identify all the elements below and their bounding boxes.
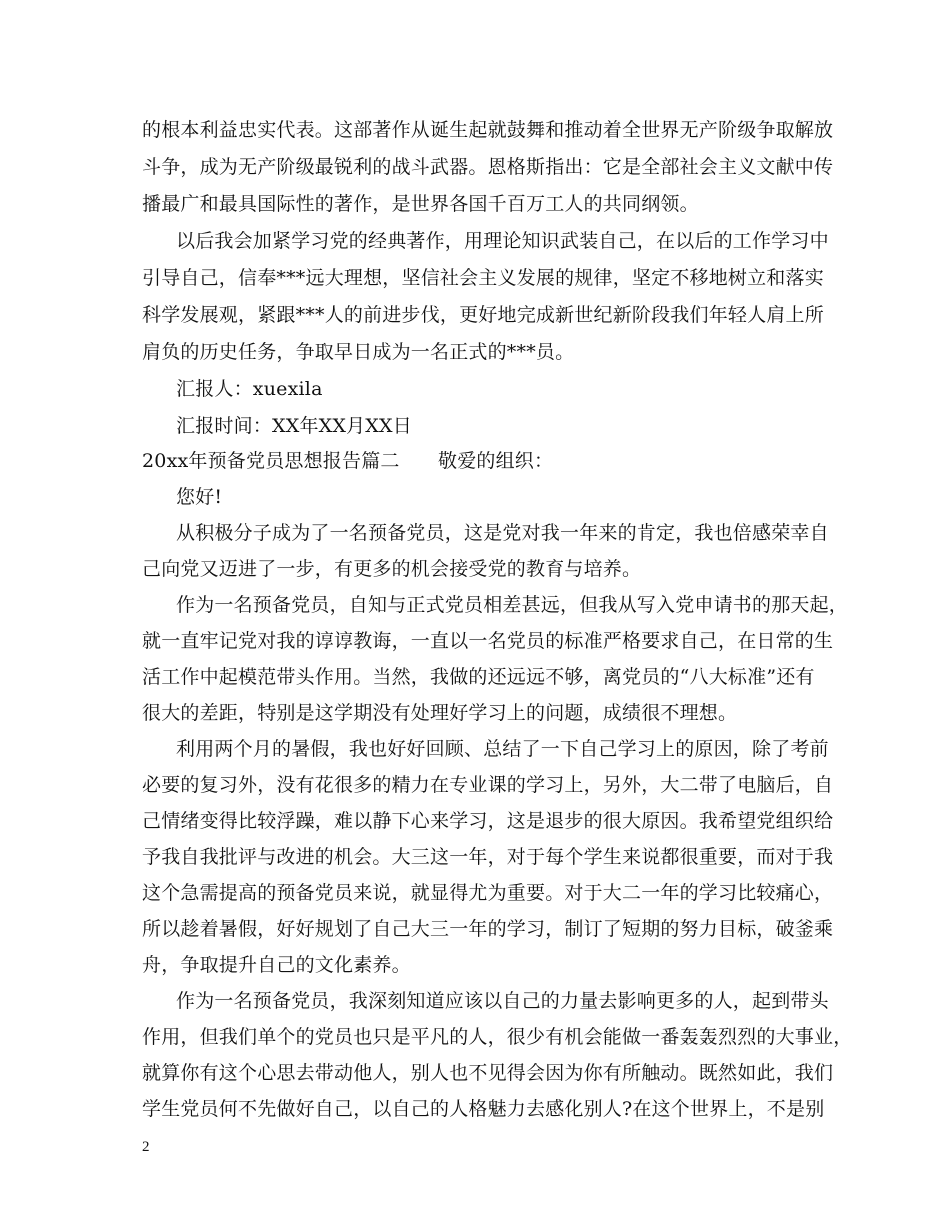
text-line: 学生党员何不先做好自己，以自己的人格魅力去感化别人?在这个世界上，不是别: [142, 1098, 825, 1120]
text-line: 肩负的历史任务，争取早日成为一名正式的***员。: [142, 341, 575, 363]
text-line: 予我自我批评与改进的机会。大三这一年，对于每个学生来说都很重要，而对于我: [142, 846, 834, 868]
text-line: 就算你有这个心思去带动他人，别人也不见得会因为你有所触动。既然如此，我们: [142, 1062, 834, 1084]
text-line: 以后我会加紧学习党的经典著作，用理论知识武装自己，在以后的工作学习中: [176, 230, 829, 252]
text-line: 己情绪变得比较浮躁，难以静下心来学习，这是退步的很大原因。我希望党组织给: [142, 810, 834, 832]
text-line: 舟，争取提升自己的文化素养。: [142, 954, 411, 976]
text-line: 必要的复习外，没有花很多的精力在专业课的学习上，另外，大二带了电脑后，自: [142, 774, 834, 796]
text-line: 斗争，成为无产阶级最锐利的战斗武器。恩格斯指出：它是全部社会主义文献中传: [142, 156, 834, 178]
text-line: 活工作中起模范带头作用。当然，我做的还远远不够，离党员的“八大标准”还有: [142, 666, 815, 688]
section-heading: 20xx年预备党员思想报告篇二 敬爱的组织：: [142, 450, 554, 472]
text-line: 就一直牢记党对我的谆谆教诲，一直以一名党员的标准严格要求自己，在日常的生: [142, 630, 834, 652]
text-line: 的根本利益忠实代表。这部著作从诞生起就鼓舞和推动着全世界无产阶级争取解放: [142, 119, 834, 141]
text-line: 作为一名预备党员，自知与正式党员相差甚远，但我从写入党申请书的那天起，: [176, 594, 849, 616]
text-line: 播最广和最具国际性的著作，是世界各国千百万工人的共同纲领。: [142, 193, 699, 215]
text-line: 引导自己，信奉***远大理想，坚信社会主义发展的规律，坚定不移地树立和落实: [142, 267, 824, 289]
text-line: 所以趁着暑假，好好规划了自己大三一年的学习，制订了短期的努力目标，破釜乘: [142, 918, 834, 940]
text-line: 很大的差距，特别是这学期没有处理好学习上的问题，成绩很不理想。: [142, 702, 738, 724]
text-line: 科学发展观，紧跟***人的前进步伐，更好地完成新世纪新阶段我们年轻人肩上所: [142, 304, 824, 326]
text-line: 从积极分子成为了一名预备党员，这是党对我一年来的肯定，我也倍感荣幸自: [176, 522, 829, 544]
text-line: 这个急需提高的预备党员来说，就显得尤为重要。对于大二一年的学习比较痛心，: [142, 882, 834, 904]
text-line: 作为一名预备党员，我深刻知道应该以自己的力量去影响更多的人，起到带头: [176, 990, 829, 1012]
greeting-line: 您好!: [176, 486, 223, 508]
text-line: 作用，但我们单个的党员也只是平凡的人，很少有机会能做一番轰轰烈烈的大事业，: [142, 1026, 853, 1048]
report-date-line: 汇报时间：XX年XX月XX日: [176, 415, 412, 437]
text-line: 利用两个月的暑假，我也好好回顾、总结了一下自己学习上的原因，除了考前: [176, 738, 829, 760]
page-number: 2: [142, 1139, 150, 1155]
text-line: 己向党又迈进了一步，有更多的机会接受党的教育与培养。: [142, 558, 642, 580]
reporter-line: 汇报人：xuexila: [176, 378, 323, 400]
